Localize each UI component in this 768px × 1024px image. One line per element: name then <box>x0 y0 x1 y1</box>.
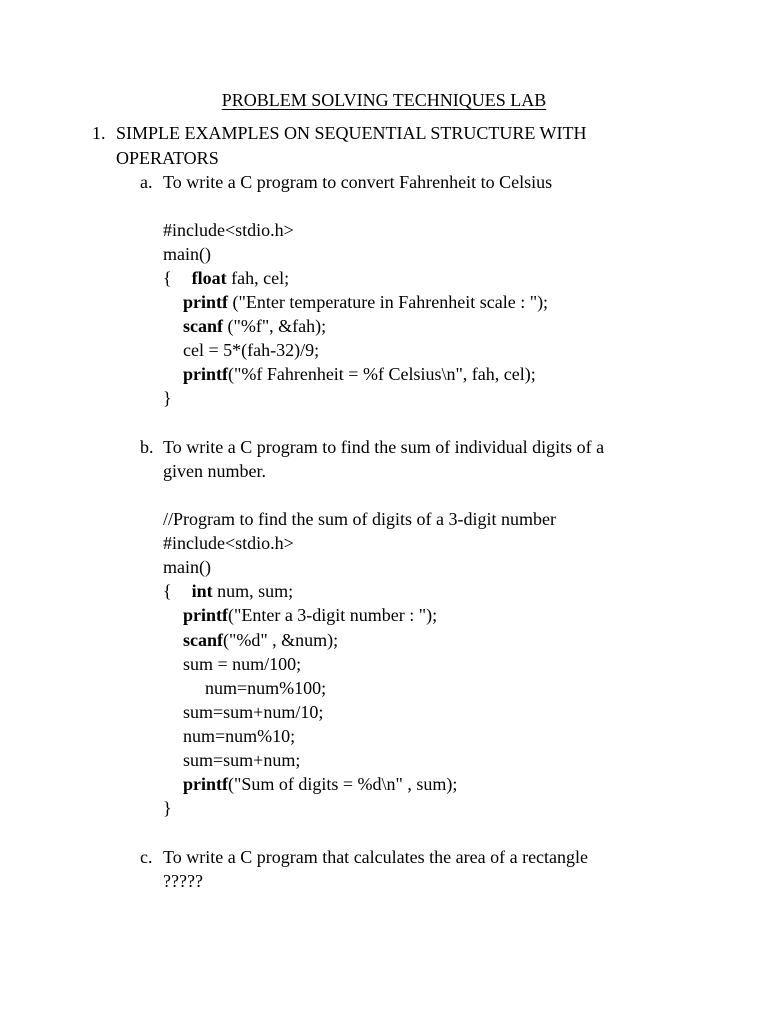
code-keyword: scanf <box>183 630 223 650</box>
code-brace: { <box>163 581 172 601</box>
code-b-line: #include<stdio.h> <box>163 533 294 553</box>
item-b-text-line2: given number. <box>163 461 266 481</box>
code-b-line <box>163 579 293 603</box>
code-a-line <box>183 362 536 386</box>
code-brace: { <box>163 268 172 288</box>
code-a-line: #include<stdio.h> <box>163 220 294 240</box>
item-c-note: ????? <box>163 871 203 891</box>
code-b-line <box>183 772 457 796</box>
code-keyword: scanf <box>183 316 223 336</box>
code-text: ("Enter temperature in Fahrenheit scale : "); <box>228 292 549 312</box>
item-b-letter: b. <box>140 437 154 457</box>
item-a-text: To write a C program to convert Fahrenheit to Celsius <box>163 172 553 192</box>
code-b-line: main() <box>163 557 211 577</box>
code-b-line <box>183 603 437 627</box>
code-b-line: num=num%10; <box>183 726 296 746</box>
code-b-line: sum = num/100; <box>183 654 302 674</box>
code-keyword: float <box>191 268 227 288</box>
code-b-line: sum=sum+num/10; <box>183 702 324 722</box>
code-b-line: sum=sum+num; <box>183 750 301 770</box>
page-title: PROBLEM SOLVING TECHNIQUES LAB <box>221 90 547 110</box>
section-number: 1. <box>92 123 106 143</box>
item-b-text-line1: To write a C program to find the sum of individual digits of a <box>163 437 605 457</box>
code-keyword: printf <box>183 364 228 384</box>
code-a-line: main() <box>163 244 211 264</box>
code-text: ("Enter a 3-digit number : "); <box>228 605 438 625</box>
code-keyword: int <box>191 581 213 601</box>
code-keyword: printf <box>183 292 228 312</box>
section-heading-line2: OPERATORS <box>116 148 219 168</box>
code-a-line: } <box>163 388 172 408</box>
code-b-line: } <box>163 798 172 818</box>
code-text: fah, cel; <box>226 268 290 288</box>
item-a-letter: a. <box>140 172 153 192</box>
code-a-line: cel = 5*(fah-32)/9; <box>183 340 320 360</box>
code-a-line <box>183 314 326 338</box>
item-c-text: To write a C program that calculates the area of a rectangle <box>163 847 589 867</box>
code-b-line: num=num%100; <box>205 678 327 698</box>
code-keyword: printf <box>183 605 228 625</box>
code-text: ("Sum of digits = %d\n" , sum); <box>228 774 458 794</box>
code-b-line <box>183 628 338 652</box>
section-heading-line1: SIMPLE EXAMPLES ON SEQUENTIAL STRUCTURE WITH <box>116 123 587 143</box>
code-text: ("%d" , &num); <box>223 630 339 650</box>
code-text: num, sum; <box>212 581 294 601</box>
item-c-letter: c. <box>140 847 153 867</box>
code-text: ("%f", &fah); <box>223 316 327 336</box>
code-text: ("%f Fahrenheit = %f Celsius\n", fah, cel); <box>228 364 536 384</box>
code-a-line <box>163 266 289 290</box>
code-keyword: printf <box>183 774 228 794</box>
code-a-line <box>183 290 548 314</box>
code-b-line: //Program to find the sum of digits of a 3-digit number <box>163 509 556 529</box>
